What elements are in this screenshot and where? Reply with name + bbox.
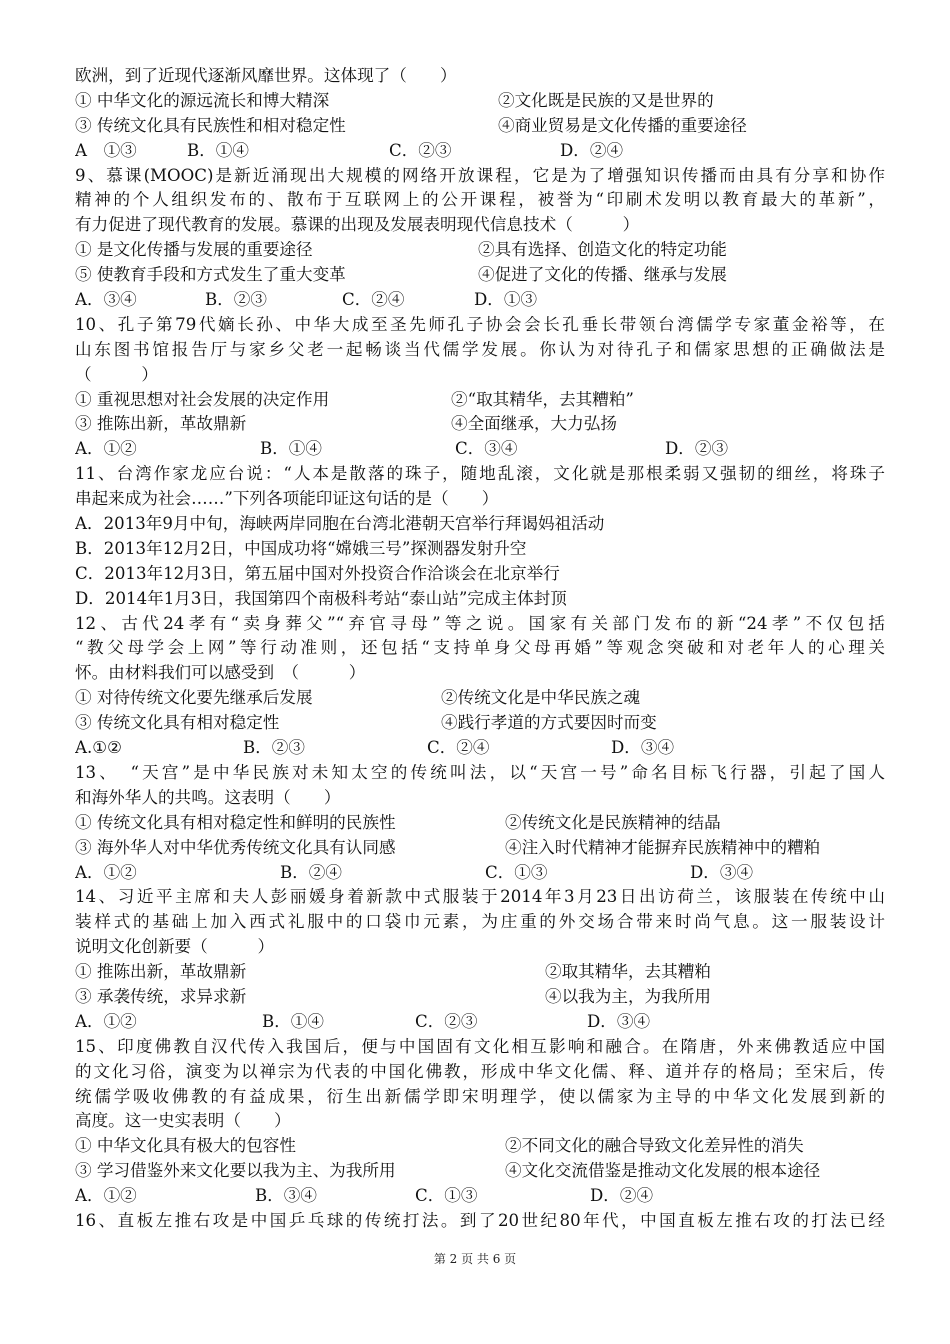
option-item: D．②④ — [590, 1186, 654, 1206]
text-line: 15、印度佛教自汉代传入我国后，便与中国固有文化相互影响和融合。在隋唐，外来佛教适应中国 — [75, 1036, 885, 1056]
option-item: ②具有选择、创造文化的特定功能 — [478, 240, 727, 260]
option-row — [75, 736, 885, 761]
option-item: ②“取其精华，去其糟粕” — [451, 389, 634, 409]
option-item: ④促进了文化的传播、继承与发展 — [478, 265, 727, 285]
option-item: ① 是文化传播与发展的重要途径 — [75, 240, 313, 260]
text-line: 10、孔子第79代嫡长孙、中华大成至圣先师孔子协会会长孔垂长带领台湾儒学专家董金裕等，在 — [75, 314, 885, 334]
question-text-body — [75, 64, 885, 1234]
text-line: 16、直板左推右攻是中国乒乓球的传统打法。到了20世纪80年代，中国直板左推右攻的打法已经 — [75, 1210, 885, 1230]
option-item: D．①③ — [474, 290, 538, 310]
option-row — [75, 985, 885, 1010]
text-line: 串起来成为社会……”下列各项能印证这句话的是（ ） — [75, 489, 499, 509]
option-item: ②传统文化是中华民族之魂 — [441, 688, 641, 708]
option-row — [75, 711, 885, 736]
option-item: ④以我为主，为我所用 — [545, 986, 711, 1006]
option-item: ① 中华文化具有极大的包容性 — [75, 1136, 296, 1156]
option-item: D．③④ — [587, 1011, 651, 1031]
option-item: C．①③ — [485, 862, 548, 882]
option-item: C．①③ — [415, 1186, 478, 1206]
option-row — [75, 412, 885, 437]
option-item: ③ 传统文化具有民族性和相对稳定性 — [75, 115, 346, 135]
option-item: ① 推陈出新，革故鼎新 — [75, 962, 247, 982]
option-item: C．②③ — [389, 140, 452, 160]
option-item: A ①③ — [75, 140, 137, 160]
option-row — [75, 114, 885, 139]
option-item: ②不同文化的融合导致文化差异性的消失 — [505, 1136, 804, 1156]
option-row — [75, 1184, 885, 1209]
option-row — [75, 139, 885, 164]
option-item: D．③④ — [690, 862, 754, 882]
text-line: 欧洲，到了近现代逐渐风靡世界。这体现了（ ） — [75, 66, 457, 85]
option-item: C．③④ — [455, 439, 518, 459]
option-item: A．①② — [75, 439, 137, 459]
option-item: B．③④ — [255, 1186, 317, 1206]
option-item: B．①④ — [260, 439, 322, 459]
text-line: （ ） — [75, 364, 158, 384]
text-line: 12、古代24孝有“卖身葬父”“弃官寻母”等之说。国家有关部门发布的新“24孝”不仅包括 — [75, 613, 885, 633]
page-footer: 第 2 页 共 6 页 — [433, 1252, 517, 1266]
option-row — [75, 811, 885, 836]
option-row — [75, 288, 885, 313]
text-line: 有力促进了现代教育的发展。慕课的出现及发展表明现代信息技术（ ） — [75, 215, 640, 235]
option-item: A．①② — [75, 1186, 137, 1206]
text-line: 11、台湾作家龙应台说：“人本是散落的珠子，随地乱滚，文化就是那根柔弱又强韧的细丝，将珠子 — [75, 464, 885, 484]
option-item: ③ 传统文化具有相对稳定性 — [75, 713, 280, 733]
option-item: B．②③ — [205, 290, 267, 310]
option-item: B．①④ — [262, 1011, 324, 1031]
text-line: 和海外华人的共鸣。这表明（ ） — [75, 787, 341, 807]
text-line: D．2014年1月3日，我国第四个南极科考站“泰山站”完成主体封顶 — [75, 588, 567, 608]
option-row — [75, 861, 885, 886]
option-row — [75, 960, 885, 985]
option-item: ⑤ 使教育手段和方式发生了重大变革 — [75, 265, 346, 285]
option-item: A．③④ — [75, 290, 137, 310]
option-item: ④商业贸易是文化传播的重要途径 — [498, 115, 747, 135]
text-line: 说明文化创新要（ ） — [75, 937, 275, 957]
text-line: 精神的个人组织发布的、散布于互联网上的公开课程，被誉为“印刷术发明以教育最大的革新”， — [75, 190, 885, 210]
option-row — [75, 388, 885, 413]
option-item: C．②③ — [415, 1011, 478, 1031]
option-item: A．①② — [75, 1011, 137, 1031]
option-row — [75, 238, 885, 263]
option-item: ③ 承袭传统，求异求新 — [75, 986, 247, 1006]
text-line: B．2013年12月2日，中国成功将“嫦娥三号”探测器发射升空 — [75, 538, 527, 558]
text-line: 装样式的基础上加入西式礼服中的口袋巾元素，为庄重的外交场合带来时尚气息。这一服装设计 — [75, 912, 885, 932]
option-row — [75, 1159, 885, 1184]
text-line: 高度。这一史实表明（ ） — [75, 1111, 291, 1131]
option-item: C．②④ — [427, 738, 490, 758]
text-line: 的文化习俗，演变为以禅宗为代表的中国化佛教，形成中华文化儒、释、道并存的格局；至宋后，传 — [75, 1061, 885, 1081]
option-item: ① 重视思想对社会发展的决定作用 — [75, 389, 330, 409]
option-item: ③ 海外华人对中华优秀传统文化具有认同感 — [75, 837, 396, 857]
option-item: D．②③ — [665, 439, 729, 459]
option-item: ④注入时代精神才能摒弃民族精神中的糟粕 — [505, 837, 821, 857]
option-item: ③ 推陈出新，革故鼎新 — [75, 414, 247, 434]
option-item: ① 中华文化的源远流长和博大精深 — [75, 90, 330, 110]
option-item: ③ 学习借鉴外来文化要以我为主、为我所用 — [75, 1161, 396, 1181]
text-line: C．2013年12月3日，第五届中国对外投资合作洽谈会在北京举行 — [75, 563, 560, 583]
option-item: ②取其精华，去其糟粕 — [545, 962, 711, 982]
option-item: ④践行孝道的方式要因时而变 — [441, 713, 657, 733]
option-row — [75, 89, 885, 114]
option-item: ① 对待传统文化要先继承后发展 — [75, 688, 313, 708]
option-item: ②传统文化是民族精神的结晶 — [505, 812, 721, 832]
option-item: D．②④ — [560, 140, 624, 160]
option-item: A.①② — [75, 738, 123, 758]
option-item: ① 传统文化具有相对稳定性和鲜明的民族性 — [75, 812, 396, 832]
option-item: D．③④ — [611, 738, 675, 758]
option-item: ②文化既是民族的又是世界的 — [498, 90, 714, 110]
option-row — [75, 686, 885, 711]
text-line: 14、习近平主席和夫人彭丽媛身着新款中式服装于2014年3月23日出访荷兰，该服装在传统中山 — [75, 887, 885, 907]
option-item: ④文化交流借鉴是推动文化发展的根本途径 — [505, 1161, 821, 1181]
text-line: “教父母学会上网”等行动准则，还包括“支持单身父母再婚”等观念突破和对老年人的心理关 — [75, 638, 885, 658]
option-row — [75, 1134, 885, 1159]
text-line: A．2013年9月中旬，海峡两岸同胞在台湾北港朝天宫举行拜谒妈祖活动 — [75, 514, 605, 534]
option-item: ④全面继承，大力弘扬 — [451, 414, 617, 434]
option-item: B．②③ — [243, 738, 305, 758]
text-line: 9、慕课(MOOC)是新近涌现出大规模的网络开放课程，它是为了增强知识传播而由具有分享和协作 — [75, 165, 885, 185]
option-item: B．①④ — [187, 140, 249, 160]
option-row — [75, 437, 885, 462]
text-line: 山东图书馆报告厅与家乡父老一起畅谈当代儒学发展。你认为对待孔子和儒家思想的正确做法是 — [75, 339, 885, 359]
text-line: 怀。由材料我们可以感受到 （ ） — [75, 663, 366, 683]
option-item: A．①② — [75, 862, 137, 882]
option-row — [75, 263, 885, 288]
option-row — [75, 1010, 885, 1035]
text-line: 统儒学吸收佛教的有益成果，衍生出新儒学即宋明理学，使以儒家为主导的中华文化发展到新的 — [75, 1086, 885, 1106]
option-item: B．②④ — [280, 862, 342, 882]
text-line: 13、 “天宫”是中华民族对未知太空的传统叫法，以“天宫一号”命名目标飞行器，引起了国人 — [75, 762, 885, 782]
option-item: C．②④ — [342, 290, 405, 310]
option-row — [75, 836, 885, 861]
